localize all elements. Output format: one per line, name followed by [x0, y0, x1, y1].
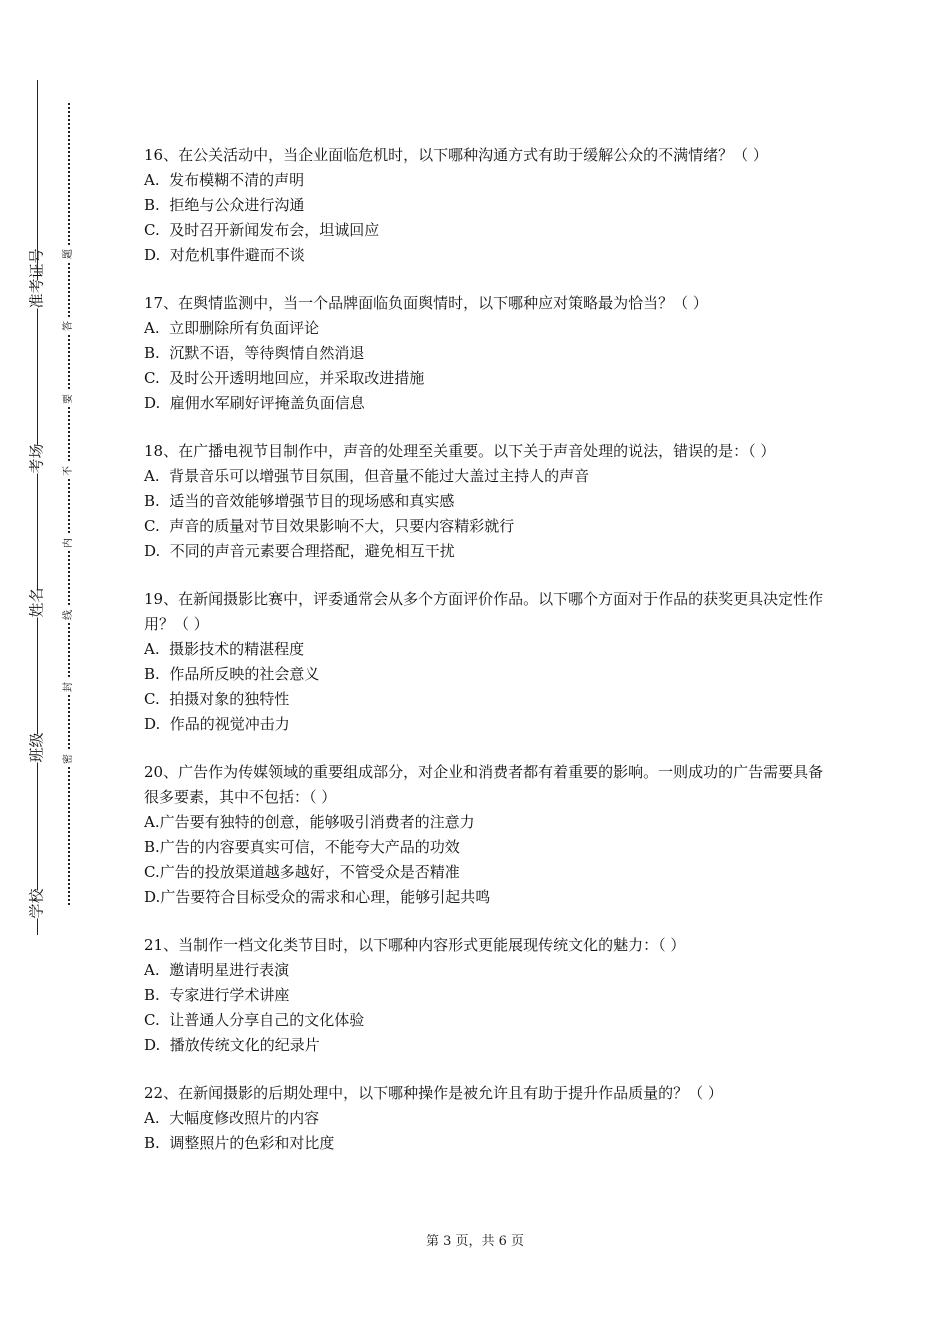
option-d: D.广告要符合目标受众的需求和心理，能够引起共鸣 [144, 888, 491, 906]
option-a: A. 立即删除所有负面评论 [144, 319, 320, 337]
option-c: C. 拍摄对象的独特性 [144, 690, 290, 708]
question-stem: 16、在公关活动中，当企业面临危机时，以下哪种沟通方式有助于缓解公众的不满情绪？（ ） [144, 146, 768, 164]
page-number: 第 3 页，共 6 页 [425, 1234, 525, 1249]
option-a: A. 背景音乐可以增强节目氛围，但音量不能过大盖过主持人的声音 [144, 467, 590, 485]
question-stem: 22、在新闻摄影的后期处理中，以下哪种操作是被允许且有助于提升作品质量的？（ ） [144, 1084, 723, 1102]
question-21 [144, 933, 824, 1058]
option-b: B.广告的内容要真实可信，不能夸大产品的功效 [144, 838, 460, 856]
option-c: C. 及时召开新闻发布会，坦诚回应 [144, 221, 380, 239]
option-d: D. 作品的视觉冲击力 [144, 715, 290, 733]
question-19 [144, 587, 824, 737]
question-stem: 21、当制作一档文化类节目时，以下哪种内容形式更能展现传统文化的魅力：（ ） [144, 936, 686, 954]
class-label: 班级 [26, 735, 49, 763]
question-22 [144, 1081, 824, 1156]
question-stem: 19、在新闻摄影比赛中，评委通常会从多个方面评价作品。以下哪个方面对于作品的获奖更具决定性作用？（ ） [144, 590, 824, 633]
option-c: C. 及时公开透明地回应，并采取改进措施 [144, 369, 425, 387]
option-a: A. 邀请明星进行表演 [144, 961, 290, 979]
option-c: C.广告的投放渠道越多越好，不管受众是否精准 [144, 863, 460, 881]
option-a: A. 发布模糊不清的声明 [144, 171, 305, 189]
option-a: A. 摄影技术的精湛程度 [144, 640, 305, 658]
option-b: B. 适当的音效能够增强节目的现场感和真实感 [144, 492, 455, 510]
option-a: A.广告要有独特的创意，能够吸引消费者的注意力 [144, 813, 475, 831]
option-d: D. 不同的声音元素要合理搭配，避免相互干扰 [144, 542, 455, 560]
binding-solid-line [37, 80, 38, 935]
seal-char-feng: 封 [61, 679, 77, 695]
question-stem: 20、广告作为传媒领域的重要组成部分，对企业和消费者都有着重要的影响。一则成功的广告需要具备很多要素，其中不包括：（ ） [144, 763, 824, 806]
school-label: 学校 [26, 891, 49, 919]
option-c: C. 声音的质量对节目效果影响不大，只要内容精彩就行 [144, 517, 515, 535]
seal-char-mi: 密 [61, 751, 77, 767]
question-20 [144, 760, 824, 910]
question-16 [144, 143, 824, 268]
question-18 [144, 439, 824, 564]
seal-char-yao: 要 [61, 391, 77, 407]
question-stem: 17、在舆情监测中，当一个品牌面临负面舆情时，以下哪种应对策略最为恰当？（ ） [144, 294, 708, 312]
question-list [144, 143, 824, 1179]
binding-margin [0, 0, 110, 1344]
seal-char-da: 答 [61, 318, 77, 334]
option-d: D. 播放传统文化的纪录片 [144, 1036, 320, 1054]
option-b: B. 拒绝与公众进行沟通 [144, 196, 305, 214]
question-17 [144, 291, 824, 416]
name-label: 姓名 [26, 590, 49, 618]
seal-dotted-line [68, 103, 70, 905]
seal-char-nei: 内 [61, 535, 77, 551]
option-c: C. 让普通人分享自己的文化体验 [144, 1011, 365, 1029]
option-b: B. 调整照片的色彩和对比度 [144, 1134, 335, 1152]
seal-char-ti: 题 [61, 246, 77, 262]
option-b: B. 沉默不语，等待舆情自然消退 [144, 344, 365, 362]
seal-char-xian: 线 [61, 607, 77, 623]
option-d: D. 对危机事件避而不谈 [144, 246, 305, 264]
option-b: B. 专家进行学术讲座 [144, 986, 290, 1004]
question-stem: 18、在广播电视节目制作中，声音的处理至关重要。以下关于声音处理的说法，错误的是：（ ） [144, 442, 776, 460]
option-d: D. 雇佣水军刷好评掩盖负面信息 [144, 394, 365, 412]
option-b: B. 作品所反映的社会意义 [144, 665, 320, 683]
seal-char-bu: 不 [61, 463, 77, 479]
exam-id-label: 准考证号 [26, 281, 49, 309]
option-a: A. 大幅度修改照片的内容 [144, 1109, 320, 1127]
exam-room-label: 考场 [26, 446, 49, 474]
